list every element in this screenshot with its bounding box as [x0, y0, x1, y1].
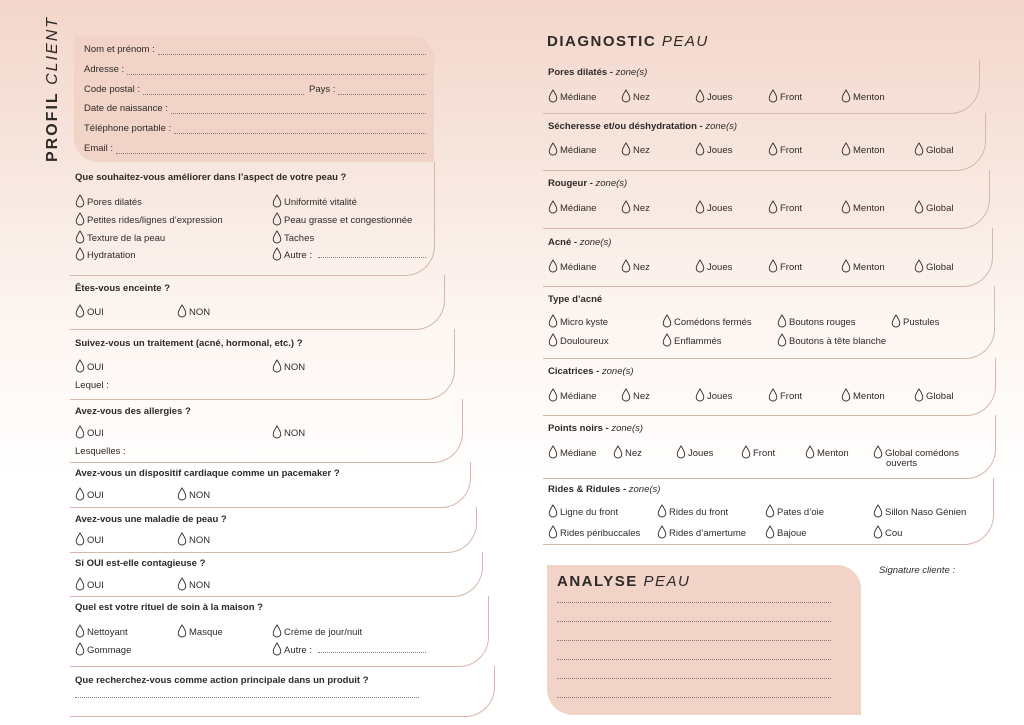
option-creme[interactable]: Crème de jour/nuit — [272, 624, 362, 638]
drop-icon — [548, 445, 558, 459]
diagnostic-title: DIAGNOSTIC PEAU — [547, 33, 709, 50]
points-noirs-nez[interactable]: Nez — [613, 445, 642, 459]
type-comedons-fermes[interactable]: Comédons fermés — [662, 314, 752, 328]
rides-amertume[interactable]: Rides d’amertume — [657, 525, 746, 539]
pores-front[interactable]: Front — [768, 89, 802, 103]
drop-icon — [75, 425, 85, 439]
rougeur-joues[interactable]: Joues — [695, 200, 732, 214]
drop-icon — [768, 259, 778, 273]
secheresse-menton[interactable]: Menton — [841, 142, 885, 156]
drop-icon — [891, 314, 901, 328]
analyse-line[interactable] — [557, 659, 831, 660]
drop-icon — [272, 425, 282, 439]
rides-rides-front[interactable]: Rides du front — [657, 504, 728, 518]
drop-icon — [841, 388, 851, 402]
drop-icon — [765, 525, 775, 539]
type-boutons-rouges[interactable]: Boutons rouges — [777, 314, 856, 328]
postal-code-field[interactable]: Code postal : — [84, 81, 304, 95]
option-allergies-oui[interactable]: OUI — [75, 425, 104, 439]
question-enceinte: Êtes-vous enceinte ? — [75, 283, 171, 294]
drop-icon — [621, 388, 631, 402]
drop-icon — [662, 333, 672, 347]
acne-mediane[interactable]: Médiane — [548, 259, 596, 273]
drop-icon — [75, 230, 85, 244]
cicatrices-menton[interactable]: Menton — [841, 388, 885, 402]
drop-icon — [75, 359, 85, 373]
question-maladie-peau: Avez-vous une maladie de peau ? — [75, 514, 227, 525]
cicatrices-nez[interactable]: Nez — [621, 388, 650, 402]
rougeur-front[interactable]: Front — [768, 200, 802, 214]
drop-icon — [768, 388, 778, 402]
drop-icon — [805, 445, 815, 459]
acne-front[interactable]: Front — [768, 259, 802, 273]
drop-icon — [548, 200, 558, 214]
question-rituel: Quel est votre rituel de soin à la maison ? — [75, 602, 263, 613]
cicatrices-mediane[interactable]: Médiane — [548, 388, 596, 402]
points-noirs-global-ouverts: ouverts — [886, 458, 918, 469]
drop-icon — [272, 642, 282, 656]
drop-icon — [768, 89, 778, 103]
drop-icon — [75, 212, 85, 226]
acne-menton[interactable]: Menton — [841, 259, 885, 273]
drop-icon — [177, 304, 187, 318]
action-produit-input-line[interactable] — [75, 697, 419, 698]
drop-icon — [777, 314, 787, 328]
option-contagieuse-non[interactable]: NON — [177, 577, 210, 591]
drop-icon — [548, 333, 558, 347]
drop-icon — [177, 532, 187, 546]
drop-icon — [841, 142, 851, 156]
points-noirs-mediane[interactable]: Médiane — [548, 445, 596, 459]
drop-icon — [548, 259, 558, 273]
analyse-line[interactable] — [557, 621, 831, 622]
option-pores[interactable]: Pores dilatés — [75, 194, 142, 208]
option-petites-rides[interactable]: Petites rides/lignes d’expression — [75, 212, 223, 226]
secheresse-global[interactable]: Global — [914, 142, 953, 156]
option-traitement-non[interactable]: NON — [272, 359, 305, 373]
option-nettoyant[interactable]: Nettoyant — [75, 624, 128, 638]
acne-nez[interactable]: Nez — [621, 259, 650, 273]
option-maladie-oui[interactable]: OUI — [75, 532, 104, 546]
profile-client-box — [74, 36, 434, 162]
rides-pates-oie[interactable]: Pates d’oie — [765, 504, 824, 518]
drop-icon — [621, 142, 631, 156]
drop-icon — [695, 89, 705, 103]
drop-icon — [695, 259, 705, 273]
drop-icon — [75, 487, 85, 501]
section-border-q9 — [70, 666, 495, 717]
type-enflammes[interactable]: Enflammés — [662, 333, 722, 347]
drop-icon — [914, 142, 924, 156]
drop-icon — [914, 200, 924, 214]
option-enceinte-non[interactable]: NON — [177, 304, 210, 318]
secheresse-nez[interactable]: Nez — [621, 142, 650, 156]
analyse-line[interactable] — [557, 678, 831, 679]
rides-cou[interactable]: Cou — [873, 525, 902, 539]
drop-icon — [548, 314, 558, 328]
analyse-line[interactable] — [557, 602, 831, 603]
rougeur-menton[interactable]: Menton — [841, 200, 885, 214]
rides-peribuccales[interactable]: Rides péribuccales — [548, 525, 640, 539]
drop-icon — [741, 445, 751, 459]
option-masque[interactable]: Masque — [177, 624, 223, 638]
question-traitement: Suivez-vous un traitement (acné, hormonal, etc.) ? — [75, 338, 303, 349]
option-enceinte-oui[interactable]: OUI — [75, 304, 104, 318]
diag-cicatrices-label: Cicatrices - zone(s) — [548, 366, 634, 377]
phone-field[interactable]: Téléphone portable : — [84, 120, 426, 134]
type-douloureux[interactable]: Douloureux — [548, 333, 609, 347]
rides-bajoue[interactable]: Bajoue — [765, 525, 807, 539]
diag-rougeur-label: Rougeur - zone(s) — [548, 178, 628, 189]
name-field[interactable]: Nom et prénom : — [84, 41, 426, 55]
secheresse-front[interactable]: Front — [768, 142, 802, 156]
option-pacemaker-oui[interactable]: OUI — [75, 487, 104, 501]
drop-icon — [75, 642, 85, 656]
option-traitement-oui[interactable]: OUI — [75, 359, 104, 373]
drop-icon — [873, 504, 883, 518]
rides-ligne-front[interactable]: Ligne du front — [548, 504, 618, 518]
drop-icon — [914, 259, 924, 273]
drop-icon — [841, 259, 851, 273]
drop-icon — [272, 247, 282, 261]
country-field[interactable]: Pays : — [309, 81, 426, 95]
question-action-produit: Que recherchez-vous comme action principale dans un produit ? — [75, 675, 369, 686]
drop-icon — [177, 487, 187, 501]
option-uniformite[interactable]: Uniformité vitalité — [272, 194, 357, 208]
pores-nez[interactable]: Nez — [621, 89, 650, 103]
option-pacemaker-non[interactable]: NON — [177, 487, 210, 501]
diag-secheresse-label: Sécheresse et/ou déshydratation - zone(s) — [548, 121, 738, 132]
drop-icon — [841, 200, 851, 214]
points-noirs-global[interactable]: Global comédons — [873, 445, 959, 459]
drop-icon — [272, 212, 282, 226]
drop-icon — [272, 194, 282, 208]
drop-icon — [873, 525, 883, 539]
profile-side-title — [44, 16, 62, 162]
drop-icon — [765, 504, 775, 518]
option-peau-grasse[interactable]: Peau grasse et congestionnée — [272, 212, 412, 226]
analyse-title: ANALYSE PEAU — [557, 573, 691, 590]
drop-icon — [75, 532, 85, 546]
drop-icon — [177, 624, 187, 638]
pores-joues[interactable]: Joues — [695, 89, 732, 103]
drop-icon — [75, 304, 85, 318]
drop-icon — [75, 577, 85, 591]
pores-mediane[interactable]: Médiane — [548, 89, 596, 103]
option-texture[interactable]: Texture de la peau — [75, 230, 165, 244]
profile-title-bold: PROFIL — [44, 91, 61, 162]
drop-icon — [676, 445, 686, 459]
option-rituel-autre[interactable]: Autre : — [272, 642, 312, 656]
signature-label: Signature cliente : — [879, 565, 956, 576]
drop-icon — [272, 359, 282, 373]
secheresse-mediane[interactable]: Médiane — [548, 142, 596, 156]
cicatrices-front[interactable]: Front — [768, 388, 802, 402]
drop-icon — [613, 445, 623, 459]
drop-icon — [75, 624, 85, 638]
drop-icon — [914, 388, 924, 402]
rides-sillon[interactable]: Sillon Naso Génien — [873, 504, 966, 518]
drop-icon — [657, 504, 667, 518]
acne-joues[interactable]: Joues — [695, 259, 732, 273]
question-pacemaker: Avez-vous un dispositif cardiaque comme un pacemaker ? — [75, 468, 340, 479]
secheresse-joues[interactable]: Joues — [695, 142, 732, 156]
drop-icon — [768, 200, 778, 214]
drop-icon — [548, 525, 558, 539]
points-noirs-menton[interactable]: Menton — [805, 445, 849, 459]
option-hydratation[interactable]: Hydratation — [75, 247, 136, 261]
autre-input-line[interactable] — [318, 257, 426, 258]
drop-icon — [841, 89, 851, 103]
drop-icon — [177, 577, 187, 591]
diag-type-acne-label: Type d’acné — [548, 294, 603, 305]
question-improve-skin: Que souhaitez-vous améliorer dans l’aspect de votre peau ? — [75, 172, 347, 183]
drop-icon — [695, 142, 705, 156]
type-micro-kyste[interactable]: Micro kyste — [548, 314, 608, 328]
option-taches[interactable]: Taches — [272, 230, 314, 244]
option-contagieuse-oui[interactable]: OUI — [75, 577, 104, 591]
drop-icon — [548, 388, 558, 402]
drop-icon — [768, 142, 778, 156]
drop-icon — [272, 230, 282, 244]
allergies-lesquelles-label: Lesquelles : — [75, 446, 126, 457]
drop-icon — [272, 624, 282, 638]
acne-global[interactable]: Global — [914, 259, 953, 273]
type-pustules[interactable]: Pustules — [891, 314, 939, 328]
diag-rides-label: Rides & Ridules - zone(s) — [548, 484, 661, 495]
analyse-peau-box — [547, 565, 861, 715]
email-field[interactable]: Email : — [84, 140, 426, 154]
option-autre[interactable]: Autre : — [272, 247, 312, 261]
drop-icon — [873, 445, 883, 459]
drop-icon — [657, 525, 667, 539]
drop-icon — [695, 200, 705, 214]
rougeur-nez[interactable]: Nez — [621, 200, 650, 214]
drop-icon — [695, 388, 705, 402]
rituel-autre-input-line[interactable] — [318, 652, 426, 653]
drop-icon — [548, 504, 558, 518]
drop-icon — [662, 314, 672, 328]
option-allergies-non[interactable]: NON — [272, 425, 305, 439]
points-noirs-front[interactable]: Front — [741, 445, 775, 459]
analyse-line[interactable] — [557, 697, 831, 698]
traitement-lequel-label: Lequel : — [75, 380, 109, 391]
analyse-line[interactable] — [557, 640, 831, 641]
drop-icon — [548, 89, 558, 103]
option-gommage[interactable]: Gommage — [75, 642, 131, 656]
profile-title-italic: CLIENT — [44, 15, 61, 85]
diag-acne-label: Acné - zone(s) — [548, 237, 612, 248]
drop-icon — [621, 259, 631, 273]
drop-icon — [621, 89, 631, 103]
cicatrices-joues[interactable]: Joues — [695, 388, 732, 402]
drop-icon — [777, 333, 787, 347]
address-field[interactable]: Adresse : — [84, 61, 426, 75]
drop-icon — [75, 194, 85, 208]
cicatrices-global[interactable]: Global — [914, 388, 953, 402]
question-allergies: Avez-vous des allergies ? — [75, 406, 191, 417]
rougeur-global[interactable]: Global — [914, 200, 953, 214]
rougeur-mediane[interactable]: Médiane — [548, 200, 596, 214]
drop-icon — [548, 142, 558, 156]
question-contagieuse: Si OUI est-elle contagieuse ? — [75, 558, 206, 569]
type-tete-blanche[interactable]: Boutons à tête blanche — [777, 333, 886, 347]
drop-icon — [621, 200, 631, 214]
option-maladie-non[interactable]: NON — [177, 532, 210, 546]
diag-points-noirs-label: Points noirs - zone(s) — [548, 423, 644, 434]
drop-icon — [75, 247, 85, 261]
diag-pores-label: Pores dilatés - zone(s) — [548, 67, 648, 78]
points-noirs-joues[interactable]: Joues — [676, 445, 713, 459]
birthdate-field[interactable]: Date de naissance : — [84, 100, 426, 114]
pores-menton[interactable]: Menton — [841, 89, 885, 103]
